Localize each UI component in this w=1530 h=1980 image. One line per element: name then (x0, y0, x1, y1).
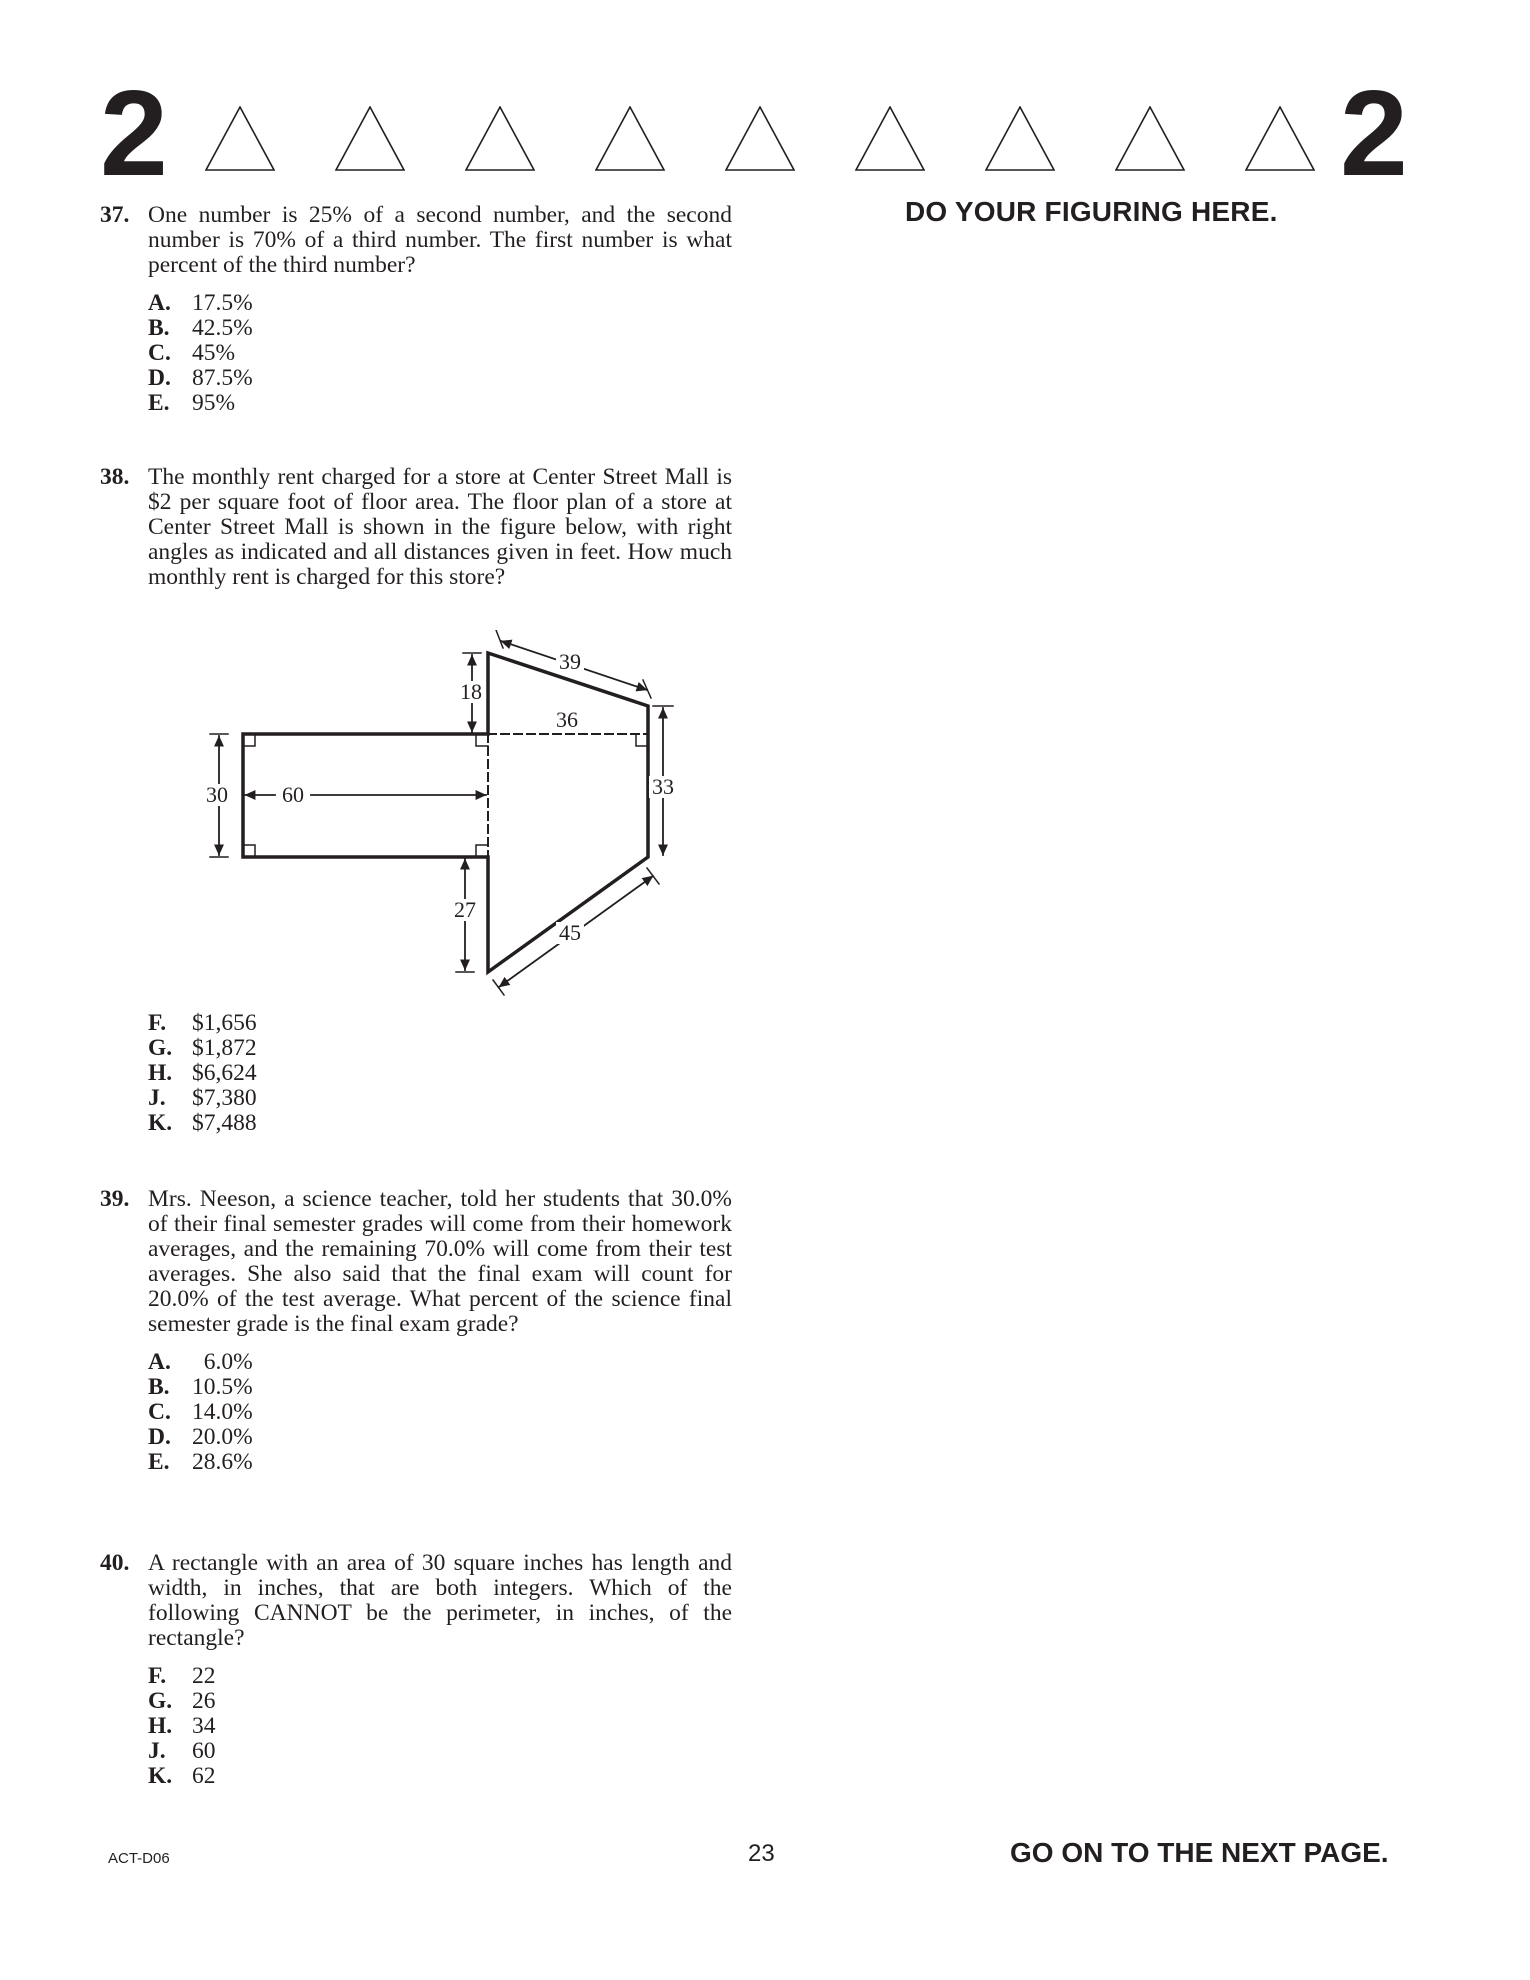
form-code: ACT-D06 (108, 1850, 170, 1867)
answer-choice-h[interactable] (148, 1061, 257, 1086)
label-30: 30 (206, 782, 228, 807)
question-text: The monthly rent charged for a store at Center Street Mall is $2 per square foot of floor area. The floor plan of a store at Center Street Mall is shown in the figure below, with right angles as indicated and all distances given in feet. How much monthly rent is charged for this store? (148, 464, 732, 590)
choice-text: 17.5% (192, 290, 253, 316)
section-number-left: 2 (100, 65, 166, 201)
question-number: 39. (100, 1186, 130, 1212)
choice-text: 20.0% (192, 1424, 253, 1450)
choice-letter: F. (148, 1010, 167, 1036)
choice-text: 28.6% (192, 1449, 253, 1475)
choice-text: $1,872 (192, 1035, 257, 1061)
label-60: 60 (282, 782, 304, 807)
answer-choice-k[interactable] (148, 1764, 732, 1789)
triangle-icon (335, 106, 405, 172)
choice-text: 26 (192, 1688, 216, 1714)
floor-plan-figure (195, 630, 715, 1000)
answer-choice-j[interactable] (148, 1086, 257, 1111)
answer-choice-f[interactable] (148, 1011, 257, 1036)
figuring-note: DO YOUR FIGURING HERE. (905, 196, 1278, 227)
page-number: 23 (748, 1840, 775, 1867)
choice-letter: D. (148, 1424, 171, 1450)
answer-choices (148, 291, 732, 416)
answer-choice-c[interactable] (148, 1400, 732, 1425)
triangle-icon (1245, 106, 1315, 172)
label-33: 33 (652, 774, 674, 799)
choice-letter: A. (148, 1349, 171, 1375)
label-39: 39 (559, 649, 581, 674)
answer-choice-e[interactable] (148, 1450, 732, 1475)
question-number: 38. (100, 464, 130, 490)
section-number-right: 2 (1340, 65, 1406, 201)
question-number: 40. (100, 1550, 130, 1576)
answer-choices (148, 1664, 732, 1789)
answer-choice-j[interactable] (148, 1739, 732, 1764)
choice-text: $7,380 (192, 1085, 257, 1111)
choice-letter: F. (148, 1663, 167, 1689)
answer-choices (148, 1011, 257, 1136)
choice-letter: A. (148, 290, 171, 316)
question-text: A rectangle with an area of 30 square inches has length and width, in inches, that are both integers. Which of the following CANNOT be the perimeter, in inches, of the rectangle? (148, 1550, 732, 1651)
choice-letter: H. (148, 1060, 173, 1086)
choice-text: $7,488 (192, 1110, 257, 1136)
right-angle-mark (243, 845, 255, 857)
choice-text: 60 (192, 1738, 216, 1764)
right-angle-mark (476, 845, 488, 857)
choice-letter: B. (148, 315, 170, 341)
answer-choice-a[interactable] (148, 291, 732, 316)
answer-choice-e[interactable] (148, 391, 732, 416)
answer-choice-g[interactable] (148, 1036, 257, 1061)
triangle-icon (465, 106, 535, 172)
answer-choices (148, 1350, 732, 1475)
answer-choice-g[interactable] (148, 1689, 732, 1714)
triangle-icon (1115, 106, 1185, 172)
choice-letter: C. (148, 340, 171, 366)
answer-choice-k[interactable] (148, 1111, 257, 1136)
triangle-icon (725, 106, 795, 172)
label-18: 18 (460, 679, 482, 704)
question-37 (100, 203, 732, 416)
choice-letter: C. (148, 1399, 171, 1425)
answer-choice-c[interactable] (148, 341, 732, 366)
choice-letter: J. (148, 1738, 166, 1764)
answer-choice-b[interactable] (148, 316, 732, 341)
choice-text: $6,624 (192, 1060, 257, 1086)
go-on-instruction: GO ON TO THE NEXT PAGE. (1010, 1837, 1389, 1868)
question-40 (100, 1551, 732, 1789)
right-angle-mark (636, 734, 648, 746)
triangle-icon (985, 106, 1055, 172)
answer-choice-f[interactable] (148, 1664, 732, 1689)
question-text: One number is 25% of a second number, and the second number is 70% of a third number. The first number is what percent of the third number? (148, 202, 732, 278)
question-39 (100, 1187, 732, 1475)
triangle-icon (595, 106, 665, 172)
triangle-icon (855, 106, 925, 172)
answer-choice-a[interactable] (148, 1350, 732, 1375)
answer-choice-h[interactable] (148, 1714, 732, 1739)
choice-letter: H. (148, 1713, 173, 1739)
question-text: Mrs. Neeson, a science teacher, told her students that 30.0% of their final semester grades will come from their homework averages, and the remaining 70.0% will come from their test averages. She also said that the final exam will count for 20.0% of the test average. What percent of the science final semester grade is the final exam grade? (148, 1186, 732, 1337)
choice-text: 45% (192, 340, 236, 366)
answer-choice-d[interactable] (148, 1425, 732, 1450)
choice-text: $1,656 (192, 1010, 257, 1036)
choice-letter: K. (148, 1110, 173, 1136)
choice-letter: D. (148, 365, 171, 391)
choice-letter: K. (148, 1763, 173, 1789)
choice-text: 42.5% (192, 315, 253, 341)
choice-text: 95% (192, 390, 236, 416)
question-38 (100, 465, 732, 590)
answer-choice-d[interactable] (148, 366, 732, 391)
choice-text: 34 (192, 1713, 216, 1739)
choice-text: 14.0% (192, 1399, 253, 1425)
label-27: 27 (454, 897, 476, 922)
choice-text: 22 (192, 1663, 216, 1689)
choice-letter: G. (148, 1035, 173, 1061)
triangle-icon (205, 106, 275, 172)
right-angle-mark (243, 734, 255, 746)
label-36: 36 (556, 707, 578, 732)
choice-letter: B. (148, 1374, 170, 1400)
choice-text: 6.0% (192, 1349, 253, 1375)
choice-letter: J. (148, 1085, 166, 1111)
answer-choice-b[interactable] (148, 1375, 732, 1400)
choice-text: 87.5% (192, 365, 253, 391)
choice-letter: E. (148, 1449, 170, 1475)
choice-text: 62 (192, 1763, 216, 1789)
question-number: 37. (100, 202, 130, 228)
label-45: 45 (559, 920, 581, 945)
choice-letter: E. (148, 390, 170, 416)
triangle-divider (205, 106, 1335, 172)
right-angle-mark (476, 734, 488, 746)
choice-letter: G. (148, 1688, 173, 1714)
choice-text: 10.5% (192, 1374, 253, 1400)
